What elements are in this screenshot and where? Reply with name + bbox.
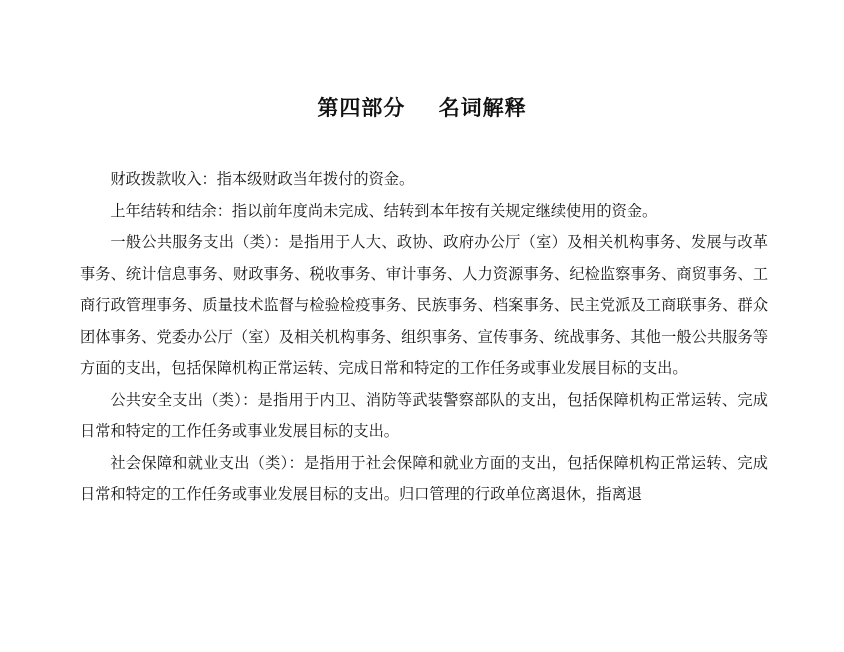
paragraph-fiscal-revenue: 财政拨款收入：指本级财政当年拨付的资金。 [110,170,415,188]
paragraph-general-public-services: 一般公共服务支出（类）：是指用于人大、政协、政府办公厅（室）及相关机构事务、发展与改革事务、统计信息事务、财政事务、税收事务、审计事务、人力资源事务、纪检监察事务、商贸事务、工商行政管理事务、质量技术监督与检验检疫事务、民族事务、档案事务、民主党派及工商联事务、群众团体事务、党委办公厅（室）及相关机构事务、组织事务、宣传事务、统战事务、其他一般公共服务等方面的支出，包括保障机构正常运转、完成日常和特定的工作任务或事业发展目标的支出。 [80,233,768,377]
paragraph-carryover: 上年结转和结余：指以前年度尚未完成、结转到本年按有关规定继续使用的资金。 [110,201,658,220]
page-title: 第四部分 名词解释 [317,96,527,120]
paragraph-public-security: 公共安全支出（类）：是指用于内卫、消防等武装警察部队的支出，包括保障机构正常运转、完成日常和特定的工作任务或事业发展目标的支出。 [80,390,768,440]
paragraph-social-security: 社会保障和就业支出（类）：是指用于社会保障和就业方面的支出，包括保障机构正常运转、完成日常和特定的工作任务或事业发展目标的支出。归口管理的行政单位离退休，指离退 [80,453,768,503]
document-body [80,164,768,511]
